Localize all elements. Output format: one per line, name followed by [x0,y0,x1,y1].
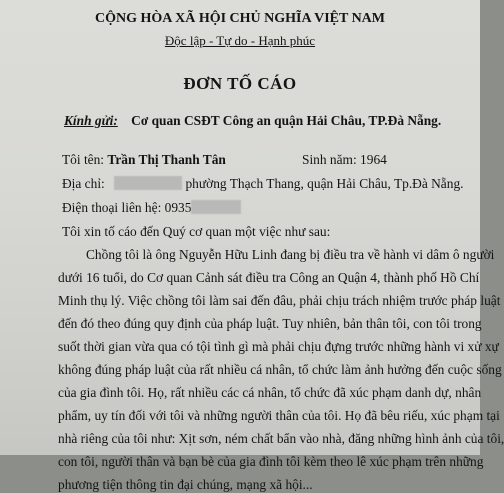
body-line: suốt thời gian vừa qua có tội tình gì mà phải chịu đựng trước những hành vi xử xự [58,339,499,354]
motto: Độc lập - Tự do - Hạnh phúc [164,33,316,48]
body-line: Minh thụ lý. Việc chồng tôi làm sai đến đâu, phải chịu trách nhiệm trước pháp luật [58,293,501,308]
name-line [62,152,226,168]
body-line: của gia đình tôi. Họ, rất nhiều các cá nhân, tổ chức đã xúc phạm danh dự, nhân [58,385,482,400]
address-line [62,176,464,192]
name-value: Trần Thị Thanh Tân [107,152,226,167]
body-line: nhà riêng của tôi như: Xịt sơn, ném chất bẩn vào nhà, đăng những hình ảnh của tôi, [58,431,504,446]
address-value: phường Thạch Thang, quận Hải Châu, Tp.Đà Nẵng. [185,176,464,191]
recipient-line [64,113,441,129]
address-label: Địa chỉ: [62,176,105,191]
body-line: đến đó theo đúng quy định của pháp luật. Tuy nhiên, bản thân tôi, con tôi trong [58,316,482,331]
document-title: ĐƠN TỐ CÁO [183,74,297,93]
country-heading: CỘNG HÒA XÃ HỘI CHỦ NGHĨA VIỆT NAM [94,11,385,26]
body-line: phương tiện thông tin đại chúng, mạng xã hội... [58,477,313,492]
body-line: Chồng tôi là ông Nguyễn Hữu Linh đang bị điều tra về hành vi dâm ô người [86,247,495,262]
birth-value: 1964 [360,152,387,167]
body-line: dưới 16 tuổi, do Cơ quan Cảnh sát điều tra Công an Quận 4, thành phố Hồ Chí [58,270,480,285]
body-line: phẩm, uy tín đối với tôi và những người thân của tôi. Họ đã bêu riếu, xúc phạm tại [58,408,500,423]
phone-label: Điện thoại liên hệ: [62,200,162,215]
body-line: con tôi, người thân và bạn bè của gia đình tôi kèm theo lê xúc phạm trên những [58,454,484,469]
redacted-block [114,176,182,190]
name-label: Tôi tên: [62,152,105,167]
phone-line [62,200,241,216]
redacted-block [191,200,241,214]
body-line: không đúng pháp luật của rất nhiều cá nhân, tổ chức làm ảnh hưởng đến cuộc sống [58,362,502,377]
birth-line [302,152,387,168]
phone-value: 0935 [164,200,192,215]
recipient-label: Kính gửi: [64,113,118,128]
body-line: Tôi xin tố cáo đến Quý cơ quan một việc như sau: [62,224,331,239]
recipient-value: Cơ quan CSĐT Công an quận Hải Châu, TP.Đà Nẵng. [131,113,442,128]
birth-label: Sinh năm: [302,152,357,167]
